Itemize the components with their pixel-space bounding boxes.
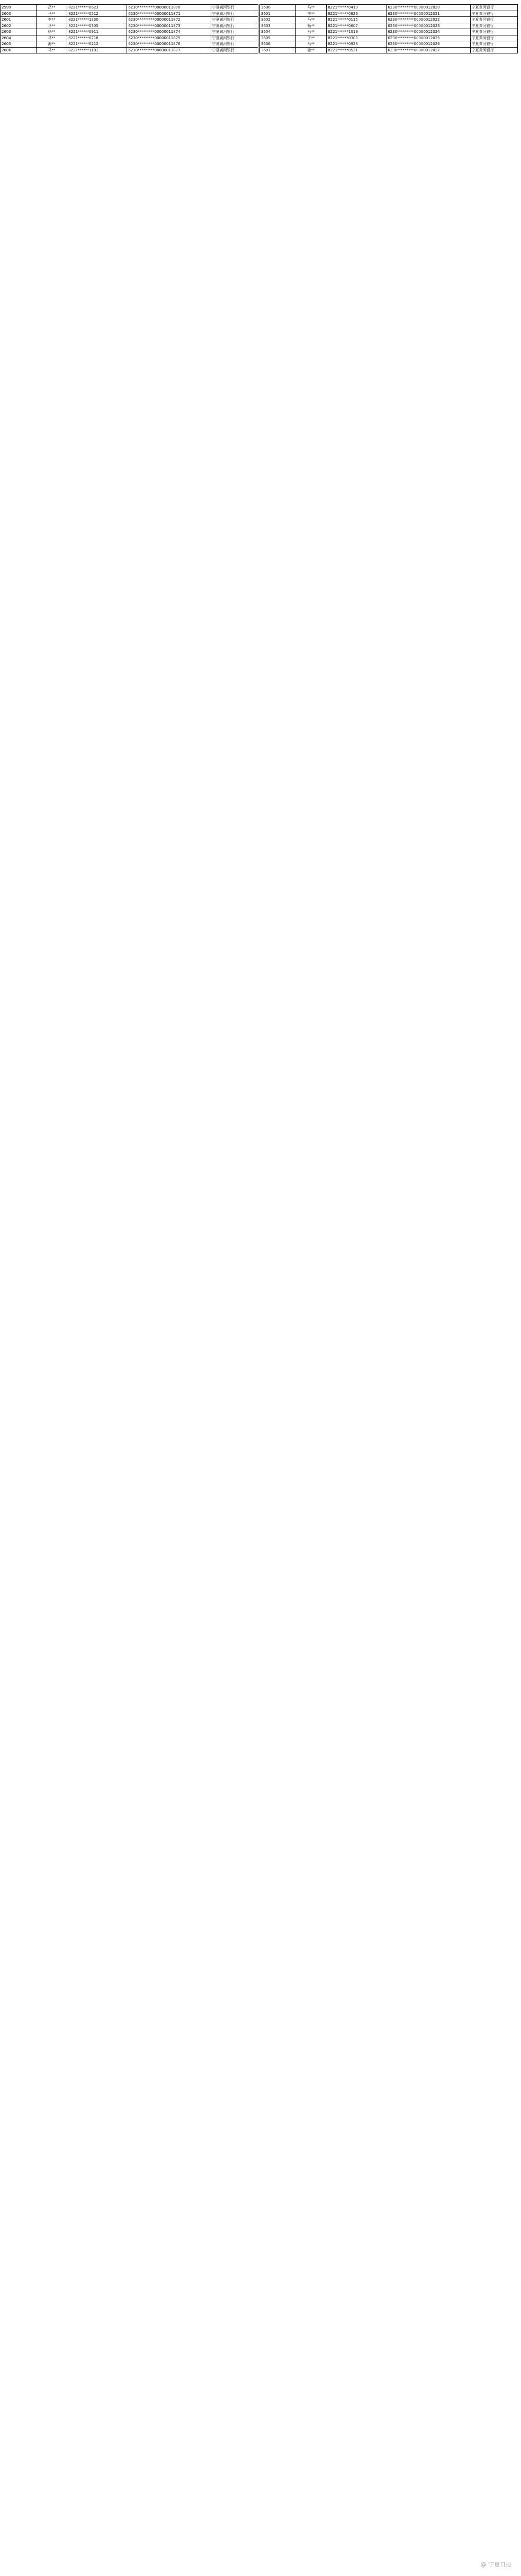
id-number: 8221******0623 (67, 5, 127, 11)
row-number: 3606 (260, 41, 296, 48)
row-number: 3607 (260, 47, 296, 53)
bank-name: 宁夏黄河银行 (470, 11, 517, 17)
person-name: 杨** (295, 23, 326, 29)
bank-name: 宁夏黄河银行 (211, 29, 258, 35)
table-row (260, 5, 518, 11)
table-row (1, 17, 258, 23)
row-number: 3601 (260, 11, 296, 17)
person-name: 李** (295, 11, 326, 17)
account-number: 6230*********00000011875 (127, 35, 211, 41)
account-number: 6230*********00000012022 (387, 17, 470, 23)
table-row (1, 11, 258, 17)
table-row (1, 5, 258, 11)
table-row (1, 29, 258, 35)
row-number: 2602 (1, 23, 37, 29)
id-number: 8221******0521 (327, 47, 387, 53)
id-number: 8221******0607 (327, 23, 387, 29)
id-number: 8221******0826 (327, 11, 387, 17)
id-number: 8221******0718 (67, 35, 127, 41)
table-row (260, 11, 518, 17)
row-number: 2599 (1, 5, 37, 11)
bank-name: 宁夏黄河银行 (211, 35, 258, 41)
table-row (1, 47, 258, 53)
table-row (260, 41, 518, 48)
account-number: 6230*********00000011876 (127, 41, 211, 48)
row-number: 2604 (1, 35, 37, 41)
row-number: 2605 (1, 41, 37, 48)
row-number: 3600 (260, 5, 296, 11)
table-row (1, 35, 258, 41)
person-name: 杨** (36, 29, 67, 35)
watermark: @ 宁夏日报 (479, 2559, 514, 2570)
bank-name: 宁夏黄河银行 (470, 41, 517, 48)
id-number: 8221******0512 (67, 11, 127, 17)
account-number: 6230*********00000011877 (127, 47, 211, 53)
row-number: 3605 (260, 35, 296, 41)
account-number: 6230*********00000012020 (387, 5, 470, 11)
person-name: 马** (295, 5, 326, 11)
id-number: 8221******0410 (327, 5, 387, 11)
account-number: 6230*********00000012024 (387, 29, 470, 35)
bank-name: 宁夏黄河银行 (470, 29, 517, 35)
bank-name: 宁夏黄河银行 (470, 35, 517, 41)
table-row (260, 47, 518, 53)
roster-table-left (0, 4, 258, 53)
person-name: 马** (36, 23, 67, 29)
table-row (260, 35, 518, 41)
table-row (260, 17, 518, 23)
id-number: 8221******0303 (327, 35, 387, 41)
account-number: 6230*********00000011871 (127, 11, 211, 17)
person-name: 马** (295, 41, 326, 48)
person-name: 马** (36, 47, 67, 53)
person-name: 吕** (36, 5, 67, 11)
id-number: 8221******0305 (67, 23, 127, 29)
row-number: 3604 (260, 29, 296, 35)
table-row (1, 41, 258, 48)
bank-name: 宁夏黄河银行 (470, 5, 517, 11)
bank-name: 宁夏黄河银行 (470, 17, 517, 23)
person-name: 金** (295, 47, 326, 53)
bank-name: 宁夏黄河银行 (211, 47, 258, 53)
row-number: 2601 (1, 17, 37, 23)
account-number: 6230*********00000011874 (127, 29, 211, 35)
person-name: 马** (36, 11, 67, 17)
account-number: 6230*********00000012021 (387, 11, 470, 17)
table-row (260, 23, 518, 29)
id-number: 8221******1101 (67, 47, 127, 53)
row-number: 2600 (1, 11, 37, 17)
roster-table-right (259, 4, 518, 53)
person-name: 李** (36, 17, 67, 23)
id-number: 8221******1019 (327, 29, 387, 35)
account-number: 6230*********00000012023 (387, 23, 470, 29)
bank-name: 宁夏黄河银行 (470, 23, 517, 29)
table-row (260, 29, 518, 35)
bank-name: 宁夏黄河银行 (470, 47, 517, 53)
account-number: 6230*********00000012027 (387, 47, 470, 53)
person-name: 海** (36, 41, 67, 48)
id-number: 8221******1230 (67, 17, 127, 23)
account-number: 6230*********00000012025 (387, 35, 470, 41)
person-name: 马** (295, 29, 326, 35)
person-name: 马** (295, 17, 326, 23)
account-number: 6230*********00000011870 (127, 5, 211, 11)
id-number: 8221******0911 (67, 29, 127, 35)
bank-name: 宁夏黄河银行 (211, 5, 258, 11)
table-row (1, 23, 258, 29)
row-number: 2606 (1, 47, 37, 53)
roster-right-column (259, 4, 518, 53)
bank-name: 宁夏黄河银行 (211, 41, 258, 48)
account-number: 6230*********00000012026 (387, 41, 470, 48)
person-name: 马** (36, 35, 67, 41)
id-number: 8221******0115 (327, 17, 387, 23)
bank-name: 宁夏黄河银行 (211, 17, 258, 23)
bank-name: 宁夏黄河银行 (211, 11, 258, 17)
row-number: 3602 (260, 17, 296, 23)
row-number: 3603 (260, 23, 296, 29)
account-number: 6230*********00000011872 (127, 17, 211, 23)
bank-name: 宁夏黄河银行 (211, 23, 258, 29)
roster-left-column (0, 4, 258, 53)
id-number: 8221******0928 (327, 41, 387, 48)
account-number: 6230*********00000011873 (127, 23, 211, 29)
person-name: 丁** (295, 35, 326, 41)
id-number: 8221******0212 (67, 41, 127, 48)
row-number: 2603 (1, 29, 37, 35)
